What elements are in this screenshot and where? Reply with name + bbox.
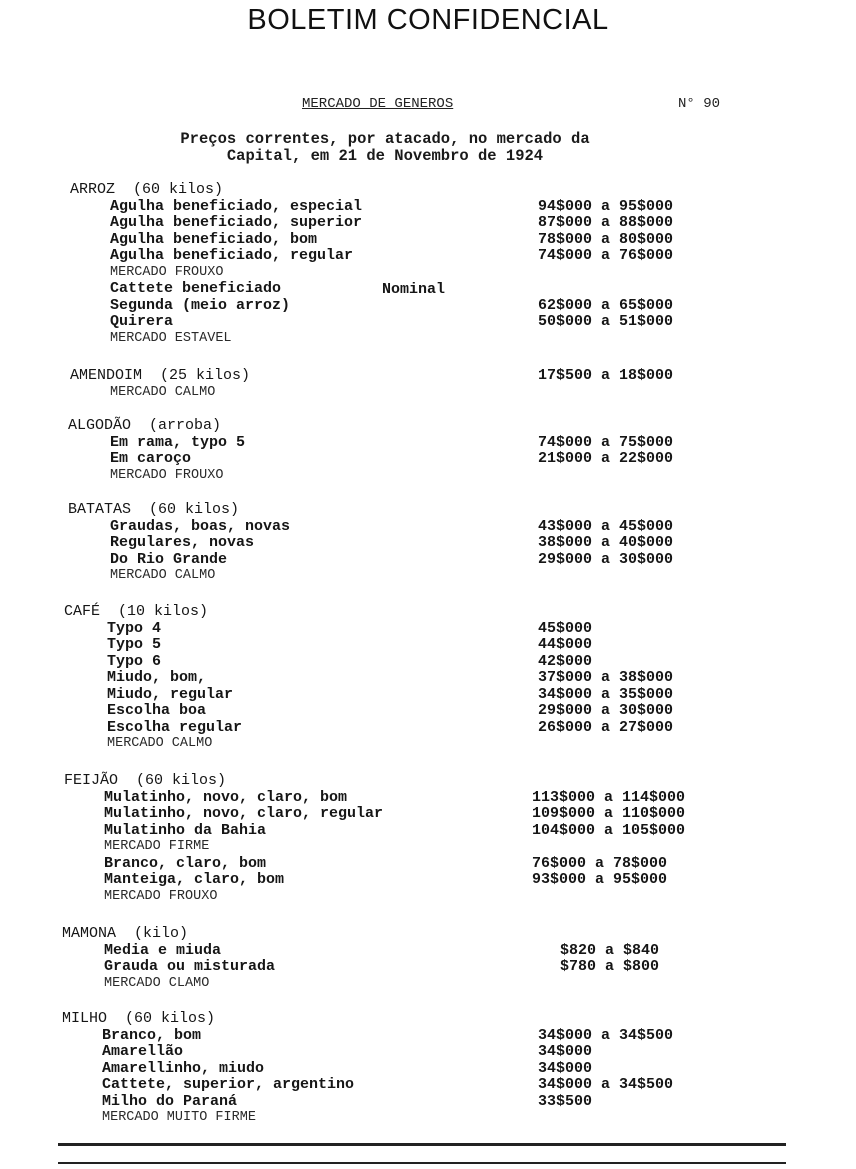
- item-price: 33$500: [538, 1093, 593, 1110]
- market-status: MERCADO ESTAVEL: [110, 331, 232, 346]
- category-title: BATATAS (60 kilos): [68, 501, 240, 518]
- item-note: Nominal: [382, 281, 446, 298]
- item-label: Media e miuda: [104, 942, 222, 959]
- item-label: Agulha beneficiado, regular: [110, 247, 354, 264]
- item-label: Quirera: [110, 313, 174, 330]
- item-price: 44$000: [538, 636, 593, 653]
- item-price: 42$000: [538, 653, 593, 670]
- item-label: Em rama, typo 5: [110, 434, 246, 451]
- market-status: MERCADO FIRME: [104, 839, 210, 854]
- item-price: 109$000 a 110$000: [532, 805, 686, 822]
- item-price: 34$000 a 34$500: [538, 1027, 674, 1044]
- category-title: CAFÉ (10 kilos): [64, 603, 209, 620]
- item-label: Graudas, boas, novas: [110, 518, 291, 535]
- item-label: Regulares, novas: [110, 534, 255, 551]
- item-price: $820 a $840: [560, 942, 660, 959]
- subtitle-line-2: Capital, em 21 de Novembro de 1924: [226, 147, 544, 165]
- item-label: Agulha beneficiado, especial: [110, 198, 363, 215]
- item-price: 26$000 a 27$000: [538, 719, 674, 736]
- item-label: Manteiga, claro, bom: [104, 871, 285, 888]
- item-label: Agulha beneficiado, superior: [110, 214, 363, 231]
- item-price: $780 a $800: [560, 958, 660, 975]
- bottom-rule: [58, 1143, 786, 1146]
- item-price: 87$000 a 88$000: [538, 214, 674, 231]
- category-price: 17$500 a 18$000: [538, 367, 674, 384]
- item-price: 93$000 a 95$000: [532, 871, 668, 888]
- market-status: MERCADO FROUXO: [110, 265, 224, 280]
- market-status: MERCADO CLAMO: [104, 976, 210, 991]
- item-price: 78$000 a 80$000: [538, 231, 674, 248]
- market-status: MERCADO FROUXO: [104, 889, 218, 904]
- item-price: 38$000 a 40$000: [538, 534, 674, 551]
- item-label: Mulatinho, novo, claro, bom: [104, 789, 348, 806]
- item-price: 113$000 a 114$000: [532, 789, 686, 806]
- item-label: Segunda (meio arroz): [110, 297, 291, 314]
- item-label: Cattete beneficiado: [110, 280, 282, 297]
- subtitle-line-1: Preços correntes, por atacado, no mercado da: [180, 130, 590, 148]
- category-title: FEIJÃO (60 kilos): [64, 772, 227, 789]
- item-price: 104$000 a 105$000: [532, 822, 686, 839]
- item-price: 29$000 a 30$000: [538, 551, 674, 568]
- item-label: Typo 4: [107, 620, 162, 637]
- item-label: Agulha beneficiado, bom: [110, 231, 318, 248]
- item-label: Typo 6: [107, 653, 162, 670]
- market-status: MERCADO MUITO FIRME: [102, 1110, 256, 1125]
- market-status: MERCADO CALMO: [110, 385, 216, 400]
- item-price: 34$000 a 35$000: [538, 686, 674, 703]
- item-price: 34$000: [538, 1060, 593, 1077]
- item-price: 74$000 a 75$000: [538, 434, 674, 451]
- item-price: 29$000 a 30$000: [538, 702, 674, 719]
- item-label: Typo 5: [107, 636, 162, 653]
- bottom-rule-2: [58, 1162, 786, 1164]
- item-price: 34$000 a 34$500: [538, 1076, 674, 1093]
- category-title: MAMONA (kilo): [62, 925, 189, 942]
- category-title: ALGODÃO (arroba): [68, 417, 222, 434]
- category-title: AMENDOIM (25 kilos): [70, 367, 251, 384]
- item-label: Mulatinho, novo, claro, regular: [104, 805, 384, 822]
- market-status: MERCADO CALMO: [110, 568, 216, 583]
- item-label: Branco, bom: [102, 1027, 202, 1044]
- item-price: 34$000: [538, 1043, 593, 1060]
- category-title: MILHO (60 kilos): [62, 1010, 216, 1027]
- bulletin-number: N° 90: [678, 96, 721, 112]
- market-status: MERCADO FROUXO: [110, 468, 224, 483]
- item-price: 21$000 a 22$000: [538, 450, 674, 467]
- item-price: 76$000 a 78$000: [532, 855, 668, 872]
- item-label: Amarellão: [102, 1043, 184, 1060]
- item-label: Cattete, superior, argentino: [102, 1076, 355, 1093]
- item-price: 62$000 a 65$000: [538, 297, 674, 314]
- item-label: Amarellinho, miudo: [102, 1060, 265, 1077]
- item-price: 37$000 a 38$000: [538, 669, 674, 686]
- item-label: Milho do Paraná: [102, 1093, 238, 1110]
- item-label: Miudo, bom,: [107, 669, 207, 686]
- category-title: ARROZ (60 kilos): [70, 181, 224, 198]
- item-price: 74$000 a 76$000: [538, 247, 674, 264]
- item-label: Grauda ou misturada: [104, 958, 276, 975]
- item-price: 50$000 a 51$000: [538, 313, 674, 330]
- item-price: 43$000 a 45$000: [538, 518, 674, 535]
- item-label: Branco, claro, bom: [104, 855, 267, 872]
- item-label: Mulatinho da Bahia: [104, 822, 267, 839]
- item-price: 94$000 a 95$000: [538, 198, 674, 215]
- item-label: Escolha regular: [107, 719, 243, 736]
- market-status: MERCADO CALMO: [107, 736, 213, 751]
- bulletin-title: BOLETIM CONFIDENCIAL: [247, 4, 609, 36]
- item-label: Escolha boa: [107, 702, 207, 719]
- item-price: 45$000: [538, 620, 593, 637]
- item-label: Do Rio Grande: [110, 551, 228, 568]
- item-label: Miudo, regular: [107, 686, 234, 703]
- item-label: Em caroço: [110, 450, 192, 467]
- section-heading: MERCADO DE GENEROS: [302, 96, 454, 112]
